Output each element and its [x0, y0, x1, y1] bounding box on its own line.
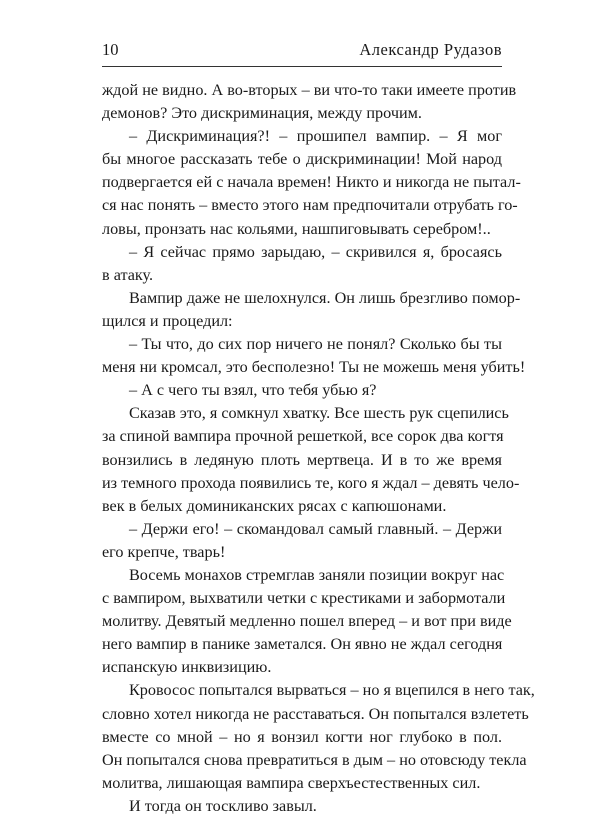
- text-line: Кровосос попытался вырваться – но я вцепился в него так,: [129, 681, 535, 700]
- text-line: век в белых доминиканских рясах с капюшонами.: [102, 496, 447, 515]
- text-line: – Дискриминация?! – прошипел вампир. – Я мог: [129, 127, 502, 146]
- text-line: – Я сейчас прямо зарыдаю, – скривился я, бросаясь: [129, 242, 502, 261]
- paragraph: [102, 379, 502, 402]
- paragraph: [102, 287, 521, 333]
- header-rule: [102, 66, 502, 67]
- text-line: испанскую инквизицию.: [102, 658, 272, 677]
- text-line: ждой не видно. А во-вторых – ви что-то таки имеете против: [102, 81, 517, 99]
- text-line: с вампиром, выхватили четки с крестиками и забормотали: [102, 589, 506, 608]
- text-line: демонов? Это дискриминация, между прочим.: [102, 104, 422, 123]
- text-line: Восемь монахов стремглав заняли позиции вокруг нас: [129, 565, 505, 584]
- paragraph: [102, 333, 526, 379]
- paragraph: [102, 241, 502, 287]
- text-line: в атаку.: [102, 265, 154, 284]
- paragraph: [102, 564, 512, 679]
- text-line: – Держи его! – скомандовал самый главный. – Держи: [129, 519, 502, 538]
- text-line: ловы, пронзать нас кольями, нашпиговывать серебром!..: [102, 219, 491, 238]
- paragraph: [102, 79, 517, 125]
- text-line: из темного прохода появились те, кого я ждал – девять чело-: [102, 473, 520, 492]
- text-line: словно хотел никогда не расставаться. Он попытался взлететь: [102, 704, 529, 723]
- text-line: Вампир даже не шелохнулся. Он лишь брезгливо помор-: [129, 288, 521, 307]
- text-line: молитву. Девятый медленно пошел вперед – и вот при виде: [102, 612, 512, 631]
- running-head-author: Александр Рудазов: [359, 40, 502, 59]
- text-line: ся нас понять – вместо этого нам предпочитали отрубать го-: [102, 196, 518, 215]
- text-line: за спиной вампира прочной решеткой, все сорок два когтя: [102, 427, 504, 446]
- text-line: Сказав это, я сомкнул хватку. Все шесть рук сцепились: [129, 404, 509, 423]
- text-line: молитва, лишающая вампира сверхъестественных сил.: [102, 773, 481, 792]
- paragraph: [102, 518, 502, 564]
- text-line: щился и процедил:: [102, 311, 233, 330]
- paragraph: [102, 679, 535, 794]
- text-line: – А с чего ты взял, что тебя убью я?: [129, 381, 377, 400]
- paragraph: [102, 795, 502, 818]
- paragraph: [102, 402, 520, 517]
- text-line: вонзились в ледяную плоть мертвеца. И в то же время: [102, 450, 502, 469]
- page-header: [102, 38, 502, 60]
- text-line: меня ни кромсал, это бесполезно! Ты не можешь меня убить!: [102, 358, 526, 377]
- text-line: Он попытался снова превратиться в дым – но отовсюду текла: [102, 750, 527, 769]
- text-line: вместе со мной – но я вонзил когти ног глубоко в пол.: [102, 727, 502, 746]
- text-line: – Ты что, до сих пор ничего не понял? Сколько бы ты: [129, 335, 502, 354]
- text-line: И тогда он тоскливо завыл.: [129, 796, 317, 815]
- text-line: подвергается ей с начала времен! Никто и никогда не пытал-: [102, 173, 521, 192]
- body-text: [102, 79, 535, 818]
- text-line: бы многое рассказать тебе о дискриминации! Мой народ: [102, 150, 502, 169]
- page-number: 10: [102, 40, 119, 59]
- text-line: него вампир в панике заметался. Он явно не ждал сегодня: [102, 635, 503, 654]
- text-line: его крепче, тварь!: [102, 542, 226, 561]
- paragraph: [102, 125, 521, 240]
